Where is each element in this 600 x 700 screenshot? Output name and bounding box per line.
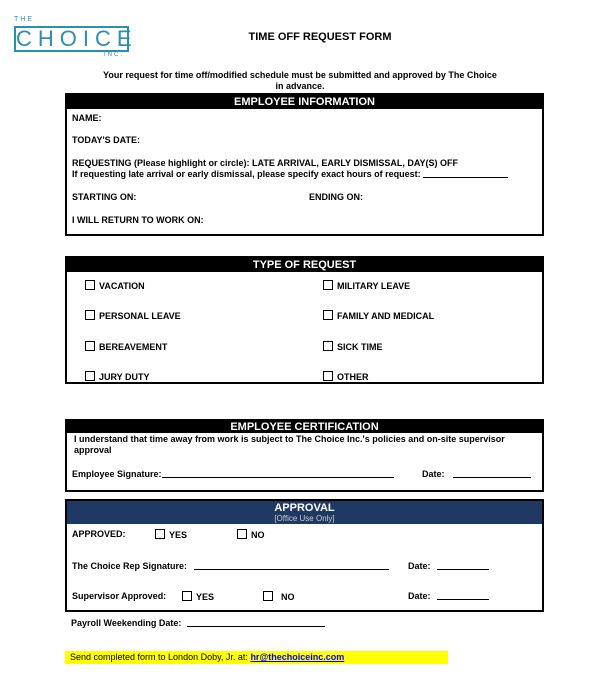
logo-top: THE — [14, 16, 34, 23]
sick-time-option[interactable] — [323, 341, 383, 352]
military-leave-option[interactable] — [323, 280, 410, 291]
option-label: FAMILY AND MEDICAL — [337, 311, 435, 321]
checkbox[interactable] — [85, 310, 95, 320]
signature-line[interactable] — [162, 477, 394, 478]
option-label: BEREAVEMENT — [99, 342, 168, 352]
checkbox[interactable] — [323, 341, 333, 351]
date-label: Date: — [408, 591, 431, 601]
approval-subtitle: [Office Use Only] — [274, 514, 335, 523]
footer-note — [65, 651, 448, 664]
hours-label: If requesting late arrival or early dismissal, please specify exact hours of request: — [72, 169, 421, 179]
return-field[interactable]: I WILL RETURN TO WORK ON: — [72, 215, 204, 225]
no-label: NO — [281, 592, 295, 602]
checkbox[interactable] — [263, 591, 273, 601]
approved-label: APPROVED: — [72, 529, 126, 539]
name-field[interactable]: NAME: — [72, 113, 102, 123]
payroll-line[interactable] — [187, 626, 325, 627]
option-label: PERSONAL LEAVE — [99, 311, 181, 321]
date-label: Date: — [408, 561, 431, 571]
employee-certification-section — [65, 419, 544, 492]
option-label: SICK TIME — [337, 342, 383, 352]
date-line[interactable] — [453, 477, 531, 478]
certification-date-field[interactable] — [422, 469, 531, 479]
type-of-request-section — [65, 256, 544, 384]
family-medical-option[interactable] — [323, 310, 434, 321]
section-header: EMPLOYEE CERTIFICATION — [67, 421, 542, 433]
date-label: Date: — [422, 469, 445, 479]
section-header: EMPLOYEE INFORMATION — [67, 95, 542, 109]
certification-text: I understand that time away from work is subject to The Choice Inc.'s policies and on-site supervisor approval — [74, 434, 505, 455]
rep-signature-field[interactable] — [72, 561, 389, 571]
checkbox[interactable] — [85, 280, 95, 290]
no-label: NO — [251, 530, 265, 540]
personal-leave-option[interactable] — [85, 310, 181, 321]
hours-field[interactable] — [72, 169, 508, 179]
other-option[interactable] — [323, 371, 369, 382]
signature-label: Employee Signature: — [72, 469, 162, 479]
section-header — [67, 501, 542, 524]
date-line[interactable] — [437, 599, 489, 600]
ending-field[interactable]: ENDING ON: — [309, 192, 363, 202]
checkbox[interactable] — [182, 591, 192, 601]
option-label: MILITARY LEAVE — [337, 281, 411, 291]
supervisor-date-field[interactable] — [408, 591, 489, 601]
approved-yes[interactable] — [155, 529, 187, 540]
checkbox[interactable] — [85, 371, 95, 381]
approval-section — [65, 499, 544, 612]
approved-no[interactable] — [237, 529, 265, 540]
rep-signature-line[interactable] — [194, 569, 389, 570]
supervisor-no[interactable] — [263, 591, 295, 602]
checkbox[interactable] — [323, 371, 333, 381]
logo-bottom: INC. — [104, 52, 124, 58]
page-title: TIME OFF REQUEST FORM — [248, 31, 392, 43]
bereavement-option[interactable] — [85, 341, 167, 352]
checkbox[interactable] — [237, 529, 247, 539]
email-link[interactable]: hr@thechoiceinc.com — [250, 652, 345, 662]
payroll-field[interactable] — [71, 618, 325, 628]
supervisor-approved-label: Supervisor Approved: — [72, 591, 167, 601]
approval-title: APPROVAL — [274, 502, 335, 514]
checkbox[interactable] — [323, 280, 333, 290]
starting-field[interactable]: STARTING ON: — [72, 192, 137, 202]
date-line[interactable] — [437, 569, 489, 570]
employee-information-section — [65, 93, 544, 236]
option-label: VACATION — [99, 281, 145, 291]
checkbox[interactable] — [85, 341, 95, 351]
supervisor-yes[interactable] — [182, 591, 214, 602]
yes-label: YES — [196, 592, 215, 602]
jury-duty-option[interactable] — [85, 371, 150, 382]
logo-main: CHOICE — [16, 26, 138, 51]
employee-signature-field[interactable] — [72, 469, 394, 479]
intro-text: Your request for time off/modified schedule must be submitted and approved by The Choice in advance. — [103, 70, 497, 91]
payroll-label: Payroll Weekending Date: — [71, 618, 182, 628]
checkbox[interactable] — [323, 310, 333, 320]
rep-date-field[interactable] — [408, 561, 489, 571]
option-label: OTHER — [337, 372, 369, 382]
section-header: TYPE OF REQUEST — [67, 258, 542, 272]
requesting-label: REQUESTING (Please highlight or circle): LATE ARRIVAL, EARLY DISMISSAL, DAY(S) OFF — [72, 158, 459, 168]
option-label: JURY DUTY — [99, 372, 150, 382]
vacation-option[interactable] — [85, 280, 145, 291]
hours-line[interactable] — [423, 177, 508, 178]
checkbox[interactable] — [155, 529, 165, 539]
rep-signature-label: The Choice Rep Signature: — [72, 561, 188, 571]
today-date-field[interactable]: TODAY'S DATE: — [72, 135, 140, 145]
footer-text: Send completed form to London Doby, Jr. at: — [70, 652, 251, 662]
yes-label: YES — [169, 530, 188, 540]
